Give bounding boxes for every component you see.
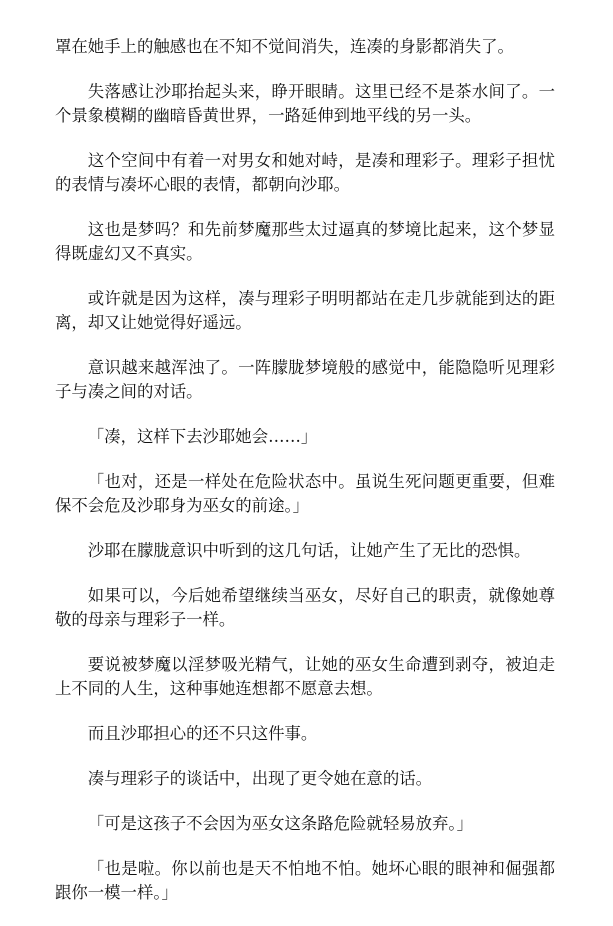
paragraph-9: 沙耶在朦胧意识中听到的这几句话，让她产生了无比的恐惧。 xyxy=(87,541,531,560)
paragraph-6: 意识越来越浑浊了。一阵朦胧梦境般的感觉中，能隐隐听见理彩子与凑之间的对话。 xyxy=(55,358,555,401)
dialogue-line-2: 「也对，还是一样处在危险状态中。虽说生死问题更重要，但难保不会危及沙耶身为巫女的前途。」 xyxy=(55,472,555,515)
body-text xyxy=(55,35,555,926)
paragraph-2: 失落感让沙耶抬起头来，睁开眼睛。这里已经不是茶水间了。一个景象模糊的幽暗昏黄世界，一路延伸到地平线的另一头。 xyxy=(55,82,555,125)
dialogue-line-3: 「可是这孩子不会因为巫女这条路危险就轻易放弃。」 xyxy=(87,814,473,833)
paragraph-13: 凑与理彩子的谈话中，出现了更令她在意的话。 xyxy=(87,769,432,788)
paragraph-4: 这也是梦吗？和先前梦魔那些太过逼真的梦境比起来，这个梦显得既虚幻又不真实。 xyxy=(55,220,555,263)
paragraph-12: 而且沙耶担心的还不只这件事。 xyxy=(87,724,318,743)
dialogue-line-1: 「凑，这样下去沙耶她会……」 xyxy=(87,427,318,446)
paragraph-10: 如果可以，今后她希望继续当巫女，尽好自己的职责，就像她尊敬的母亲与理彩子一样。 xyxy=(55,586,555,629)
dialogue-line-4: 「也是啦。你以前也是天不怕地不怕。她坏心眼的眼神和倔强都跟你一模一样。」 xyxy=(55,859,555,902)
paragraph-5: 或许就是因为这样，凑与理彩子明明都站在走几步就能到达的距离，却又让她觉得好遥远。 xyxy=(55,289,555,332)
paragraph-1: 罩在她手上的触感也在不知不觉间消失，连凑的身影都消失了。 xyxy=(55,37,514,56)
paragraph-11: 要说被梦魔以淫梦吸光精气，让她的巫女生命遭到剥夺，被迫走上不同的人生，这种事她连想都不愿意去想。 xyxy=(55,655,555,698)
paragraph-3: 这个空间中有着一对男女和她对峙，是凑和理彩子。理彩子担忧的表情与凑坏心眼的表情，都朝向沙耶。 xyxy=(55,151,555,194)
